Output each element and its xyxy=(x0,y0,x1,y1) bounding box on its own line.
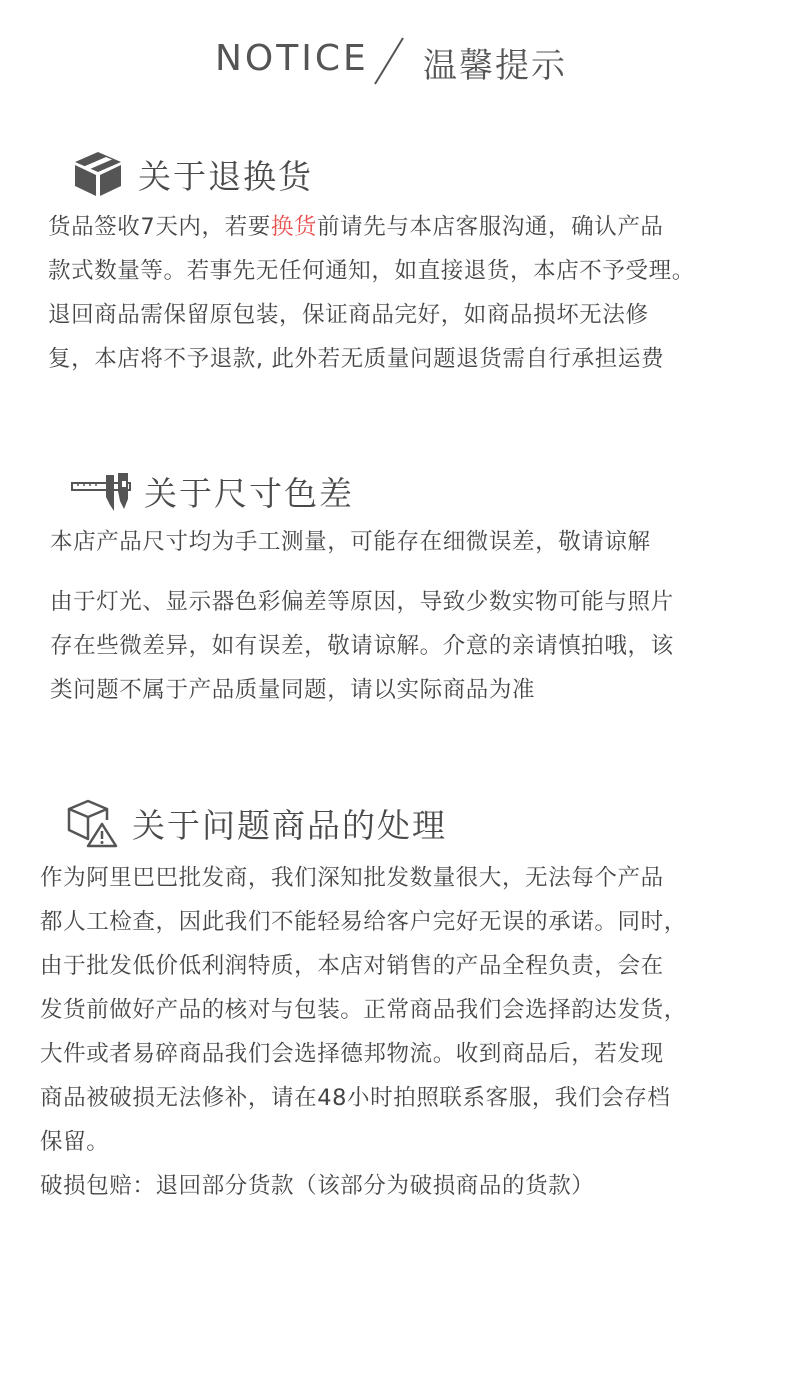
paragraph-line: 本店产品尺寸均为手工测量，可能存在细微误差，敬请谅解 xyxy=(50,529,651,555)
paragraph-line: 复，本店将不予退款, 此外若无质量问题退货需自行承担运费 xyxy=(48,346,665,372)
slash-divider-icon xyxy=(372,36,406,86)
paragraph-line: 商品被破损无法修补，请在48小时拍照联系客服，我们会存档 xyxy=(40,1085,671,1111)
section-size-body-1 xyxy=(50,520,651,564)
caliper-icon xyxy=(70,471,132,513)
damaged-box-warning-icon xyxy=(66,798,118,848)
paragraph-line: 存在些微差异，如有误差，敬请谅解。介意的亲请慎拍哦，该 xyxy=(50,633,674,659)
section-title-label: 关于问题商品的处理 xyxy=(132,805,447,845)
paragraph-line: 由于灯光、显示器色彩偏差等原因，导致少数实物可能与照片 xyxy=(50,589,674,615)
section-size-body-2 xyxy=(50,580,674,712)
paragraph-line: 退回商品需保留原包装，保证商品完好，如商品损坏无法修 xyxy=(48,302,649,328)
section-damaged-body xyxy=(40,856,687,1208)
box-icon xyxy=(72,150,124,198)
section-title-label: 关于退换货 xyxy=(138,156,313,196)
paragraph-line: 由于批发低价低利润特质，本店对销售的产品全程负责，会在 xyxy=(40,953,664,979)
paragraph-line: 大件或者易碎商品我们会选择德邦物流。收到商品后，若发现 xyxy=(40,1041,664,1067)
section-returns-body xyxy=(48,205,695,381)
notice-header xyxy=(0,30,790,90)
header-english-title: NOTICE xyxy=(215,38,369,79)
paragraph-line: 货品签收7天内，若要换货前请先与本店客服沟通，确认产品 xyxy=(48,214,664,240)
paragraph-line: 破损包赔：退回部分货款（该部分为破损商品的货款） xyxy=(40,1173,595,1199)
section-damaged-title xyxy=(66,798,447,848)
highlight-exchange: 换货 xyxy=(270,214,318,240)
section-returns-title xyxy=(72,150,313,198)
paragraph-line: 作为阿里巴巴批发商，我们深知批发数量很大，无法每个产品 xyxy=(40,865,664,891)
paragraph-line: 保留。 xyxy=(40,1129,110,1155)
section-title-label: 关于尺寸色差 xyxy=(144,474,354,513)
section-size-title xyxy=(70,468,354,515)
paragraph-line: 发货前做好产品的核对与包装。正常商品我们会选择韵达发货， xyxy=(40,997,687,1023)
paragraph-line: 款式数量等。若事先无任何通知，如直接退货，本店不予受理。 xyxy=(48,258,695,284)
header-chinese-title: 温馨提示 xyxy=(423,46,567,86)
paragraph-line: 都人工检查，因此我们不能轻易给客户完好无误的承诺。同时， xyxy=(40,909,687,935)
paragraph-line: 类问题不属于产品质量同题，请以实际商品为准 xyxy=(50,677,536,703)
